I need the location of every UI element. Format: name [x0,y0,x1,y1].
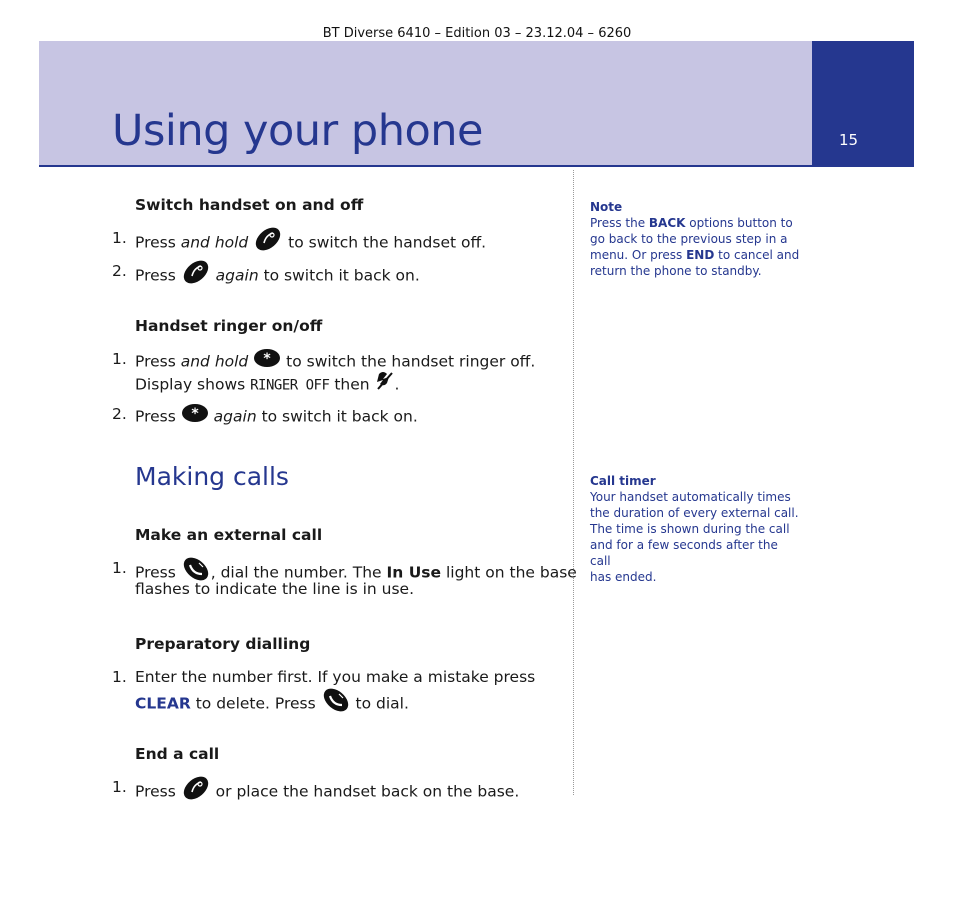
clear-key-label: CLEAR [135,694,191,713]
svg-text:*: * [263,351,271,367]
step-number: 2. [112,405,127,423]
step-number: 1. [112,668,127,686]
step-number: 1. [112,229,127,247]
step-number: 1. [112,350,127,368]
step-text: Press * again to switch it back on. [135,405,418,429]
step-text: CLEAR to delete. Press to dial. [135,690,409,718]
step-text: Enter the number first. If you make a mistake press [135,668,536,686]
sidenote-line: Press the BACK options button to [590,216,793,230]
end-call-key-icon [181,260,211,288]
step-text: flashes to indicate the line is in use. [135,580,415,598]
step-text: Press , dial the number. The In Use light on the base [135,559,577,587]
end-call-key-icon [181,776,211,804]
step-number: 1. [112,559,127,577]
step-text: Press and hold to switch the handset off. [135,229,486,257]
page-title: Using your phone [112,106,483,156]
sidenote-note [590,199,800,279]
subheading-prep: Preparatory dialling [135,635,311,653]
talk-key-icon [321,688,351,716]
sidenote-title: Note [590,200,623,214]
star-key-icon [181,403,209,427]
ringer-off-icon [375,370,395,396]
display-text: RINGER OFF [250,377,330,394]
sidenote-line: menu. Or press END to cancel and [590,248,800,262]
column-divider [573,170,574,795]
subheading-end: End a call [135,745,220,763]
step-number: 1. [112,778,127,796]
sidenote-title: Call timer [590,474,656,488]
svg-text:*: * [191,406,199,422]
sidenote-line: go back to the previous step in a [590,232,788,246]
end-call-key-icon [253,227,283,255]
step-text: Display shows RINGER OFF then . [135,372,399,398]
sidenote-call-timer [590,473,800,585]
step-text: Press again to switch it back on. [135,262,420,290]
star-key-icon [253,348,281,372]
step-text: Press or place the handset back on the base. [135,778,519,806]
sidenote-line: Your handset automatically times [590,490,791,504]
page-tab [812,41,914,167]
step-text: Press and hold * to switch the handset ringer off. [135,350,535,374]
sidenote-line: the duration of every external call. [590,506,799,520]
step-number: 2. [112,262,127,280]
section-heading-making-calls: Making calls [135,462,289,491]
sidenote-line: has ended. [590,570,657,584]
sidenote-line: return the phone to standby. [590,264,762,278]
sidenote-line: and for a few seconds after the call [590,538,778,568]
subheading-switch: Switch handset on and off [135,196,364,214]
subheading-ringer: Handset ringer on/off [135,317,323,335]
running-head: BT Diverse 6410 – Edition 03 – 23.12.04 – 6260 [322,26,632,41]
sidenote-line: The time is shown during the call [590,522,790,536]
page-number: 15 [839,131,859,149]
subheading-external: Make an external call [135,526,323,544]
